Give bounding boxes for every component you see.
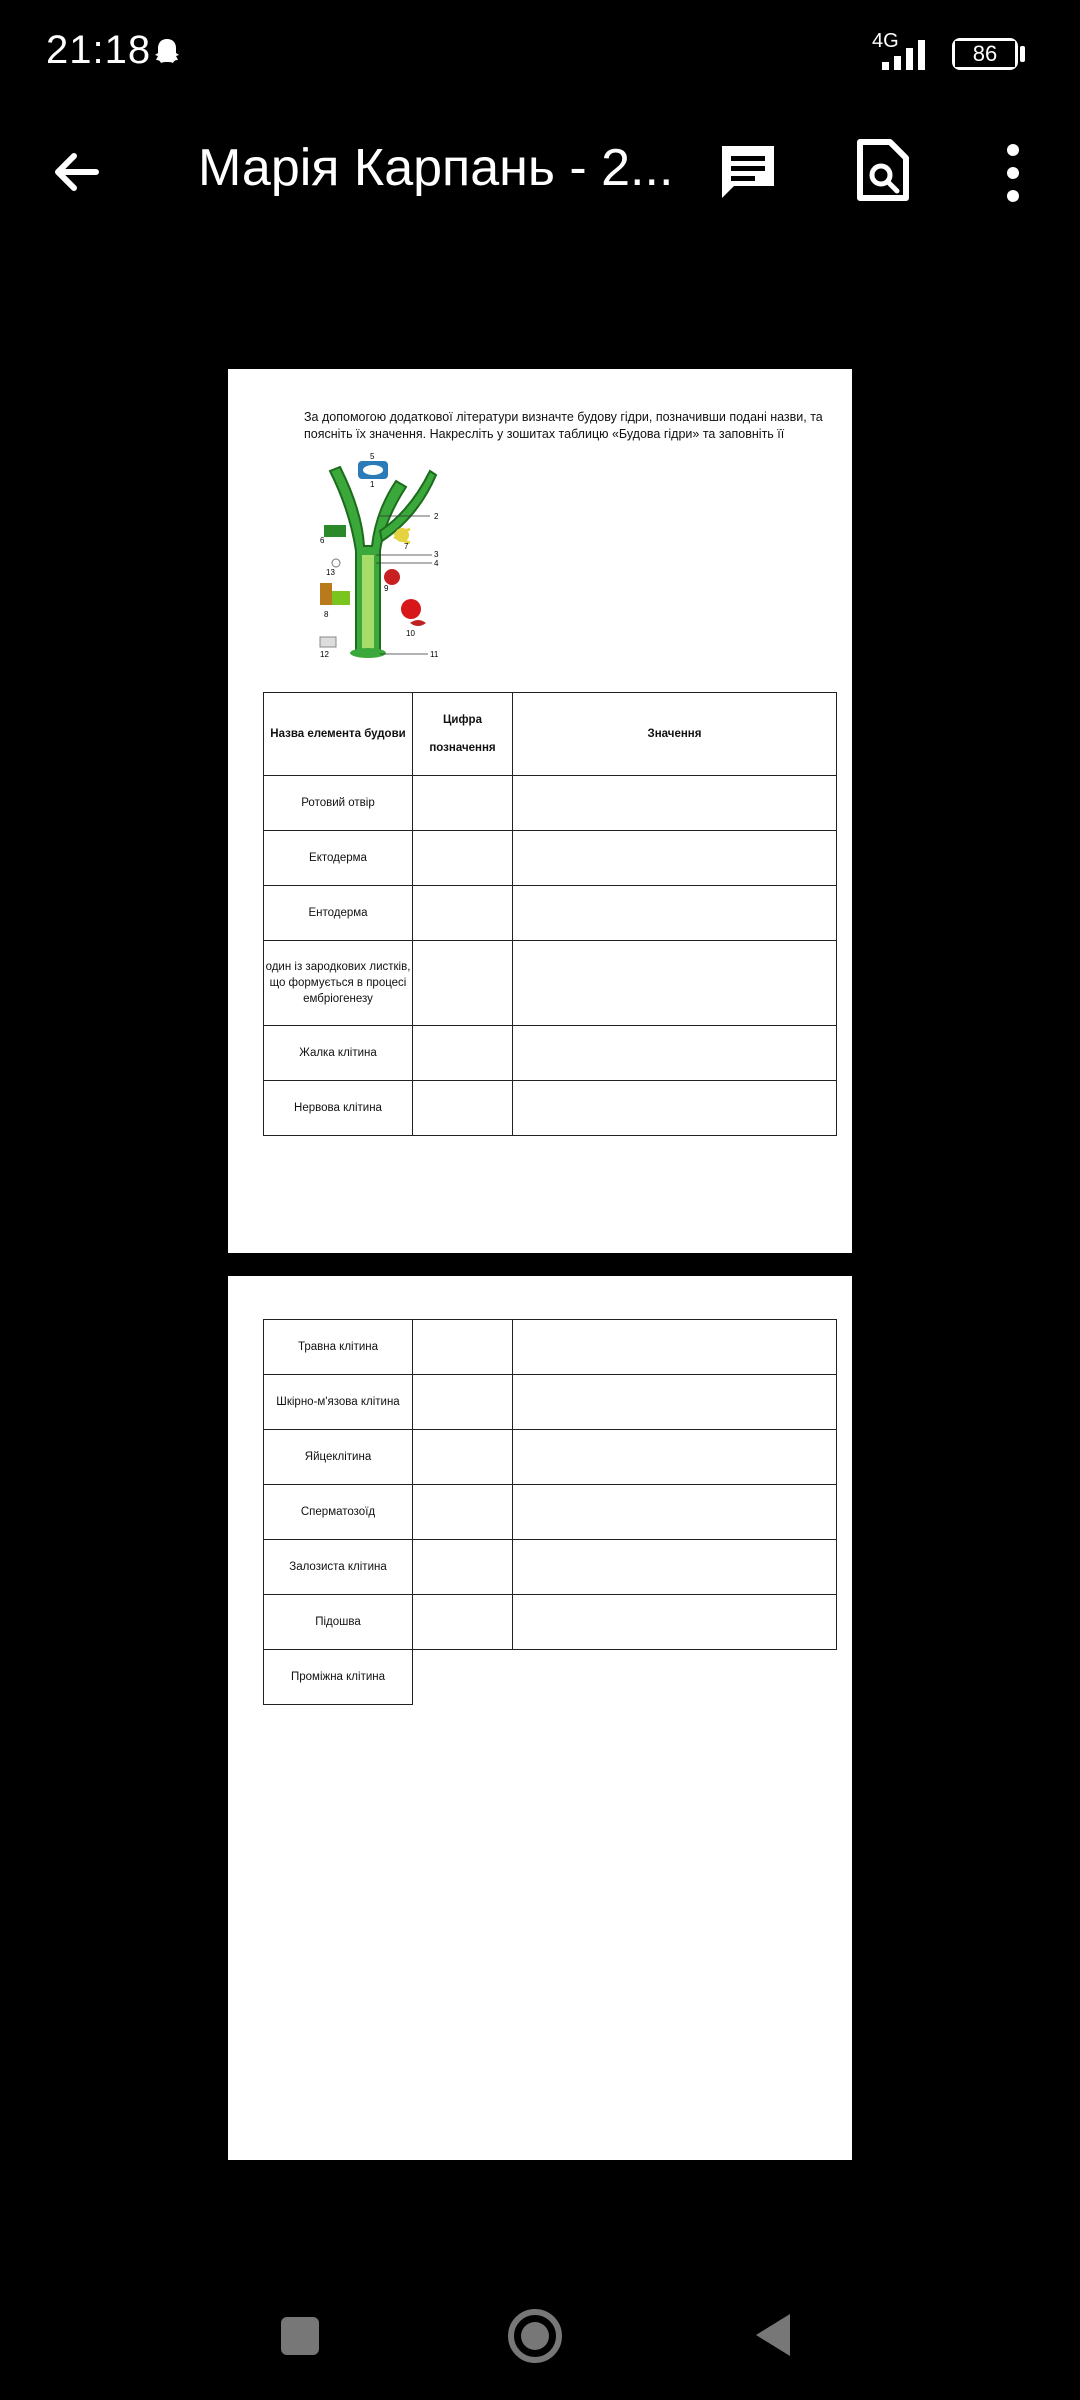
row-number-cell [413, 1540, 513, 1595]
row-number-cell [413, 776, 513, 831]
empty-cell [513, 1650, 837, 1705]
row-meaning-cell [513, 1375, 837, 1430]
svg-text:8: 8 [324, 610, 329, 619]
system-nav-bar [0, 2270, 1080, 2400]
hydra-structure-table-continued [263, 1319, 837, 1705]
row-meaning-cell [513, 1485, 837, 1540]
row-meaning-cell [513, 941, 837, 1026]
header-number: Цифра позначення [413, 693, 513, 776]
table-row [264, 1540, 837, 1595]
svg-text:10: 10 [406, 629, 415, 638]
network-type: 4G [872, 30, 899, 52]
svg-text:5: 5 [370, 452, 375, 461]
status-bar [0, 0, 1080, 110]
row-name: Ротовий отвір [264, 776, 413, 831]
row-number-cell [413, 1485, 513, 1540]
row-name: Сперматозоїд [264, 1485, 413, 1540]
table-row [264, 1485, 837, 1540]
table-row [264, 941, 837, 1026]
header-meaning: Значення [513, 693, 837, 776]
svg-text:2: 2 [434, 512, 439, 521]
row-meaning-cell [513, 1026, 837, 1081]
row-meaning-cell [513, 1430, 837, 1485]
row-number-cell [413, 1430, 513, 1485]
row-meaning-cell [513, 1081, 837, 1136]
hydra-structure-table [263, 692, 837, 1136]
arrow-left-icon[interactable] [46, 142, 106, 202]
more-vert-icon[interactable] [998, 142, 1028, 204]
recents-button[interactable] [281, 2317, 319, 2355]
row-name: Шкірно-м'язова клітина [264, 1375, 413, 1430]
table-row [264, 1650, 837, 1705]
row-meaning-cell [513, 831, 837, 886]
row-name: Проміжна клітина [264, 1650, 413, 1705]
svg-text:6: 6 [320, 536, 325, 545]
table-row [264, 1375, 837, 1430]
row-meaning-cell [513, 1320, 837, 1375]
svg-text:9: 9 [384, 584, 389, 593]
row-name: Жалка клітина [264, 1026, 413, 1081]
svg-text:1: 1 [370, 480, 375, 489]
row-meaning-cell [513, 1595, 837, 1650]
signal-icon [878, 36, 938, 72]
row-name: один із зародкових листків, що формується в процесі ембріогенезу [264, 941, 413, 1026]
row-name: Підошва [264, 1595, 413, 1650]
svg-text:3: 3 [434, 550, 439, 559]
svg-text:11: 11 [430, 650, 439, 659]
row-number-cell [413, 1375, 513, 1430]
document-title: Марія Карпань - 2... [198, 139, 674, 197]
app-bar [0, 120, 1080, 220]
row-number-cell [413, 1595, 513, 1650]
table-row [264, 1595, 837, 1650]
battery-level: 86 [955, 41, 1015, 67]
row-meaning-cell [513, 1540, 837, 1595]
table-row [264, 776, 837, 831]
empty-cell [413, 1650, 513, 1705]
back-triangle-icon[interactable] [750, 2310, 794, 2360]
status-time: 21:18 [46, 28, 152, 72]
table-row [264, 1026, 837, 1081]
comment-icon[interactable] [716, 140, 780, 204]
battery-icon [952, 38, 1018, 70]
table-row [264, 1320, 837, 1375]
row-meaning-cell [513, 886, 837, 941]
header-element-name: Назва елемента будови [264, 693, 413, 776]
table-row [264, 1081, 837, 1136]
row-number-cell [413, 941, 513, 1026]
svg-text:7: 7 [404, 542, 409, 551]
svg-text:12: 12 [320, 650, 329, 659]
row-name: Ектодерма [264, 831, 413, 886]
row-number-cell [413, 1026, 513, 1081]
row-number-cell [413, 1320, 513, 1375]
hydra-figure [310, 451, 460, 661]
row-meaning-cell [513, 776, 837, 831]
task-instructions: За допомогою додаткової літератури визначте будову гідри, позначивши подані назви, та поясніть їх значення. Накресліть у зошитах таблицю «Будова гідри» та заповніть її [304, 410, 823, 441]
table-header-row [264, 693, 837, 776]
row-name: Травна клітина [264, 1320, 413, 1375]
find-in-document-icon[interactable] [852, 138, 912, 204]
svg-text:13: 13 [326, 568, 335, 577]
home-button[interactable] [507, 2308, 563, 2364]
ghost-icon [150, 36, 184, 70]
table-row [264, 886, 837, 941]
row-number-cell [413, 1081, 513, 1136]
document-page-2[interactable] [228, 1276, 852, 2160]
row-number-cell [413, 886, 513, 941]
table-row [264, 1430, 837, 1485]
document-page-1[interactable] [228, 369, 852, 1253]
svg-text:4: 4 [434, 559, 439, 568]
table-row [264, 831, 837, 886]
row-name: Нервова клітина [264, 1081, 413, 1136]
row-name: Залозиста клітина [264, 1540, 413, 1595]
row-name: Яйцеклітина [264, 1430, 413, 1485]
row-name: Ентодерма [264, 886, 413, 941]
battery-terminal [1020, 46, 1025, 62]
row-number-cell [413, 831, 513, 886]
